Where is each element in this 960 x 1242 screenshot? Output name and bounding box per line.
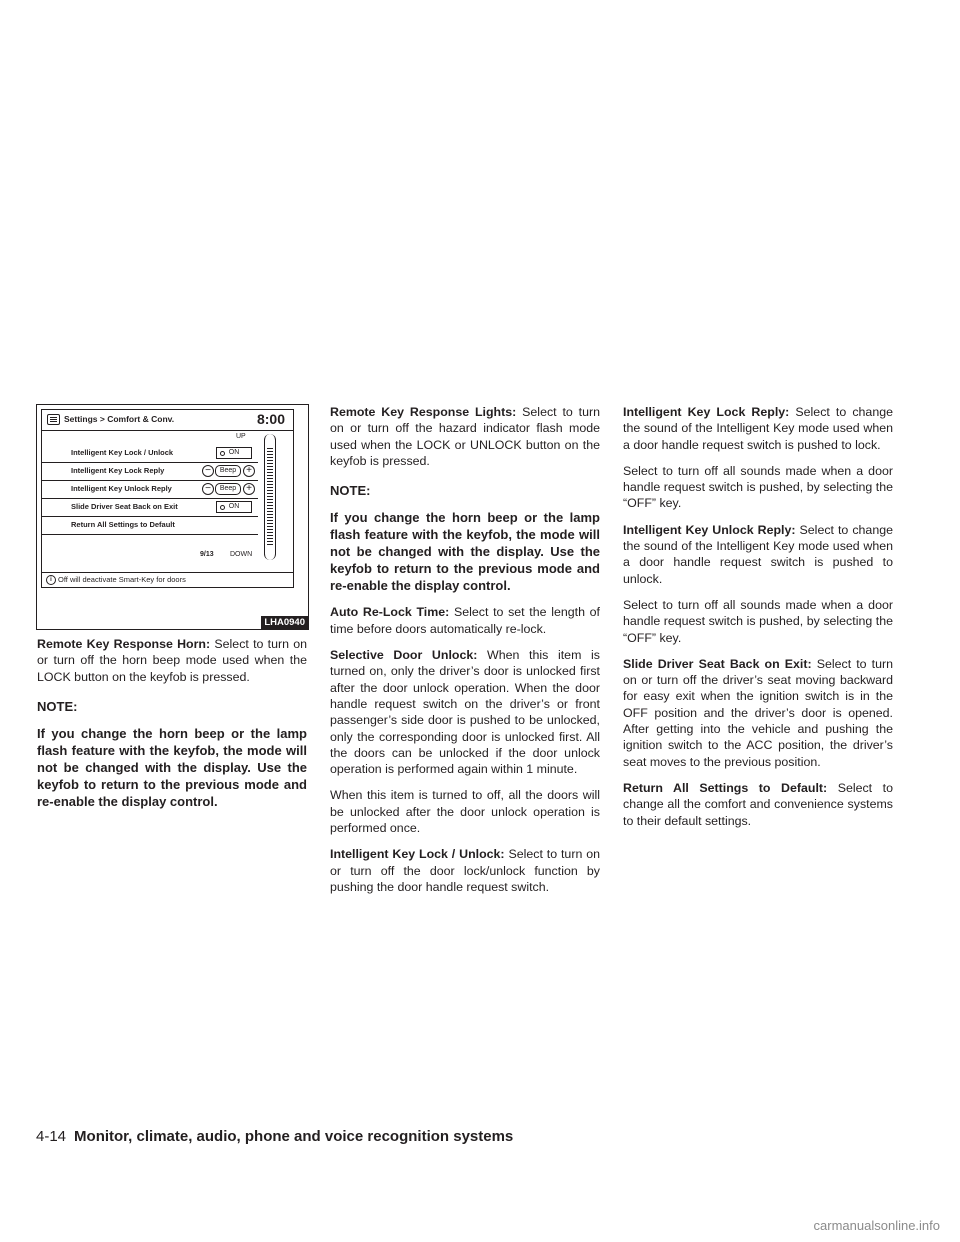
scrollbar[interactable] xyxy=(264,434,276,560)
setting-label: Slide Driver Seat Back on Exit xyxy=(71,502,178,511)
setting-row[interactable] xyxy=(42,481,258,499)
paragraph: Selective Door Unlock: When this item is turned on, only the driver’s door is unlocked first after the door unlock operation. When the door handle request switch on the driver’s or front passenger’s side door is pushed to be unlocked, only the corresponding door is unlocked first. All the doors can be unlocked if the door unlock operation is performed again within 1 minute. xyxy=(330,648,600,777)
paragraph: When this item is turned to off, all the doors will be unlocked after the door unlock operation is performed once. xyxy=(330,788,600,836)
plus-icon[interactable]: + xyxy=(243,483,255,495)
page-footer xyxy=(36,1128,513,1145)
beep-value: Beep xyxy=(215,483,241,495)
setting-label: Return All Settings to Default xyxy=(71,520,175,529)
paragraph: Intelligent Key Unlock Reply: Select to change the sound of the Intelligent Key mode used when a door handle request switch is pushed to unlock. xyxy=(623,522,893,586)
text-column-3 xyxy=(623,404,893,839)
beep-value: Beep xyxy=(215,465,241,477)
minus-icon[interactable]: − xyxy=(202,483,214,495)
item-heading: Slide Driver Seat Back on Exit: xyxy=(623,656,812,671)
setting-label: Intelligent Key Lock Reply xyxy=(71,466,165,475)
info-icon: i xyxy=(46,575,56,585)
menu-icon xyxy=(47,414,60,425)
item-heading: Intelligent Key Lock Reply: xyxy=(623,405,790,419)
text-column-1 xyxy=(37,636,307,820)
item-heading: Intelligent Key Unlock Reply: xyxy=(623,522,796,537)
info-bar xyxy=(42,572,293,587)
display-screen xyxy=(41,409,294,588)
down-label: DOWN xyxy=(230,551,253,558)
note-text: If you change the horn beep or the lamp flash feature with the keyfob, the mode will not be changed with the display. Use the keyfob to return to the previous mode and re-enable the display control. xyxy=(330,510,600,594)
setting-row[interactable] xyxy=(42,517,258,535)
paragraph: Return All Settings to Default: Select to change all the comfort and convenience systems to their default settings. xyxy=(623,780,893,828)
item-heading: Remote Key Response Horn: xyxy=(37,637,211,651)
toggle-on[interactable]: ON xyxy=(216,447,252,459)
setting-row[interactable] xyxy=(42,463,258,481)
item-heading: Remote Key Response Lights: xyxy=(330,405,517,419)
paragraph: Select to turn off all sounds made when a door handle request switch is pushed, by selecting the “OFF” key. xyxy=(623,597,893,645)
section-title: Monitor, climate, audio, phone and voice recognition systems xyxy=(74,1128,514,1145)
plus-icon[interactable]: + xyxy=(243,465,255,477)
item-heading: Return All Settings to Default: xyxy=(623,780,828,795)
page-indicator: 9/13 xyxy=(200,551,214,558)
paragraph: Select to turn off all sounds made when a door handle request switch is pushed, by selecting the “OFF” key. xyxy=(623,463,893,511)
breadcrumb: Settings > Comfort & Conv. xyxy=(64,414,175,424)
paragraph: Auto Re-Lock Time: Select to set the length of time before doors automatically re-lock. xyxy=(330,605,600,636)
setting-row[interactable] xyxy=(42,499,258,517)
minus-icon[interactable]: − xyxy=(202,465,214,477)
page-number: 4-14 xyxy=(36,1128,67,1145)
item-heading: Intelligent Key Lock / Unlock: xyxy=(330,847,505,862)
watermark: carmanualsonline.info xyxy=(813,1218,940,1233)
paragraph: Remote Key Response Lights: Select to turn on or turn off the hazard indicator flash mode used when the LOCK or UNLOCK button on the keyfob is pressed. xyxy=(330,405,601,468)
scrollbar-thumb[interactable] xyxy=(267,448,273,546)
info-text: Off will deactivate Smart-Key for doors xyxy=(58,575,186,584)
paragraph: Slide Driver Seat Back on Exit: Select to turn on or turn off the driver’s seat moving backward for easy exit when the ignition switch is in the OFF position and the driver’s door is opened. After getting into the vehicle and pushing the ignition switch to the ACC position, the driver’s seat moves to the previous position. xyxy=(623,656,894,769)
indicator-dot-icon xyxy=(220,451,225,456)
settings-screen-figure xyxy=(36,404,309,630)
item-heading: Auto Re-Lock Time: xyxy=(330,605,450,620)
up-label: UP xyxy=(236,433,246,440)
toggle-on[interactable]: ON xyxy=(216,501,252,513)
paragraph: Intelligent Key Lock / Unlock: Select to turn on or turn off the door lock/unlock function by pushing the door handle request switch. xyxy=(330,847,600,894)
paragraph: Intelligent Key Lock Reply: Select to change the sound of the Intelligent Key mode used when a door handle request switch is pushed to lock. xyxy=(623,405,893,452)
item-heading: Selective Door Unlock: xyxy=(330,648,478,663)
text-column-2 xyxy=(330,404,600,905)
clock: 8:00 xyxy=(256,411,285,427)
setting-label: Intelligent Key Unlock Reply xyxy=(71,484,172,493)
indicator-dot-icon xyxy=(220,505,225,510)
note-heading: NOTE: xyxy=(37,698,78,714)
paragraph: Remote Key Response Horn: Select to turn on or turn off the horn beep mode used when the LOCK button on the keyfob is pressed. xyxy=(37,637,307,684)
setting-row[interactable] xyxy=(42,445,258,463)
setting-label: Intelligent Key Lock / Unlock xyxy=(71,448,174,457)
figure-code: LHA0940 xyxy=(261,616,308,629)
note-heading: NOTE: xyxy=(330,483,371,499)
note-text: If you change the horn beep or the lamp flash feature with the keyfob, the mode will not be changed with the display. Use the keyfob to return to the previous mode and re-enable the display control. xyxy=(37,726,307,810)
screen-header xyxy=(42,410,293,431)
